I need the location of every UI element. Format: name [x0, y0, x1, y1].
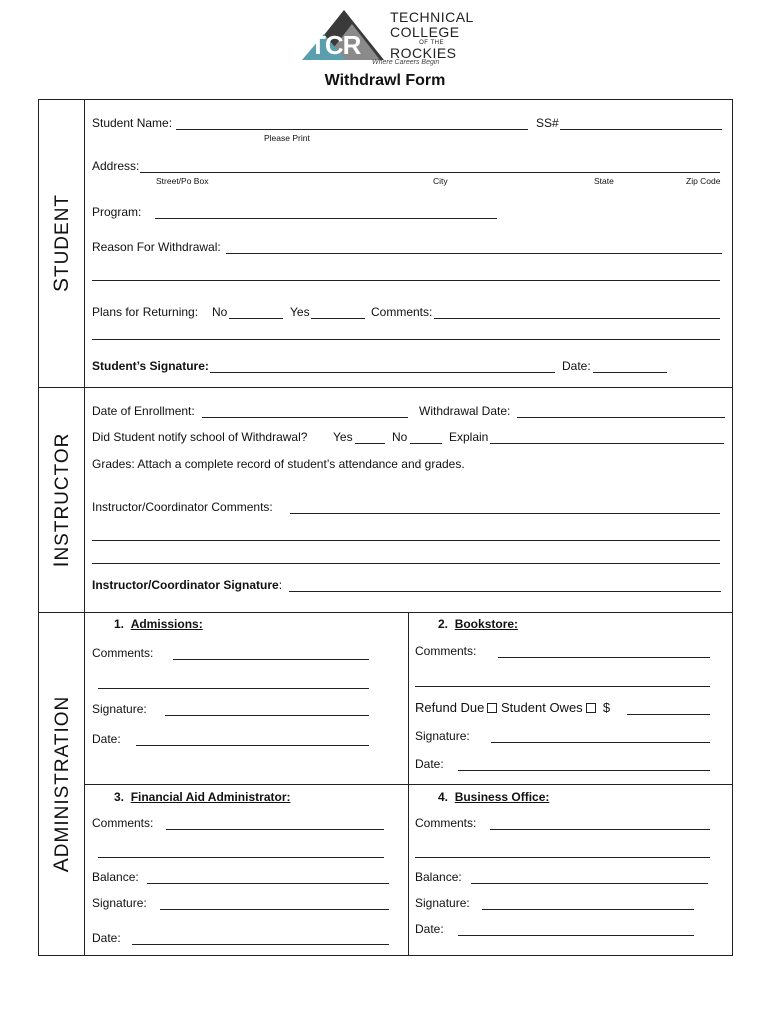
- instructor-section-divider: [38, 612, 733, 613]
- logo-line-1: TECHNICAL: [390, 9, 474, 25]
- ss-field[interactable]: [560, 129, 722, 130]
- administration-section-label: ADMINISTRATION: [50, 695, 73, 873]
- refund-due-checkbox[interactable]: [487, 703, 497, 713]
- business-office-comments-field-1[interactable]: [490, 829, 710, 830]
- plans-comments-field[interactable]: [434, 318, 720, 319]
- admissions-date-label: Date:: [92, 732, 121, 746]
- financial-aid-signature-field[interactable]: [160, 909, 389, 910]
- plans-label: Plans for Returning:: [92, 305, 199, 319]
- notify-no-field[interactable]: [410, 443, 442, 444]
- plans-comments-field-line-2[interactable]: [92, 339, 720, 340]
- bookstore-comments-field-1[interactable]: [498, 657, 710, 658]
- student-name-field[interactable]: [176, 129, 528, 130]
- logo-mark: TCR: [310, 30, 361, 60]
- admissions-date-field[interactable]: [136, 745, 369, 746]
- bookstore-signature-field[interactable]: [491, 742, 710, 743]
- bookstore-refund-row: [415, 700, 610, 715]
- business-office-comments-label: Comments:: [415, 816, 477, 830]
- admissions-heading: 1. Admissions:: [114, 617, 203, 631]
- notify-question: Did Student notify school of Withdrawal?: [92, 430, 308, 444]
- financial-aid-comments-field-1[interactable]: [166, 829, 384, 830]
- bookstore-comments-label: Comments:: [415, 644, 477, 658]
- address-street-hint: Street/Po Box: [156, 176, 209, 186]
- explain-label: Explain: [449, 430, 489, 444]
- bookstore-date-field[interactable]: [458, 770, 710, 771]
- reason-field-line-2[interactable]: [92, 280, 720, 281]
- admissions-comments-label: Comments:: [92, 646, 154, 660]
- business-office-signature-field[interactable]: [482, 909, 694, 910]
- bookstore-amount-field[interactable]: [627, 714, 710, 715]
- instructor-comments-label: Instructor/Coordinator Comments:: [92, 500, 273, 514]
- financial-aid-balance-label: Balance:: [92, 870, 139, 884]
- plans-comments-label: Comments:: [371, 305, 433, 319]
- reason-label: Reason For Withdrawal:: [92, 240, 221, 254]
- student-date-field[interactable]: [593, 372, 667, 373]
- section-label-column-divider: [84, 99, 85, 956]
- financial-aid-balance-field[interactable]: [147, 883, 389, 884]
- address-label: Address:: [92, 159, 140, 173]
- explain-field[interactable]: [490, 443, 724, 444]
- financial-aid-comments-field-2[interactable]: [98, 857, 384, 858]
- student-section-label: STUDENT: [50, 193, 73, 293]
- logo-line-3: OF THE: [419, 40, 444, 46]
- address-zip-hint: Zip Code: [686, 176, 721, 186]
- student-section-divider: [38, 387, 733, 388]
- bookstore-comments-field-2[interactable]: [415, 686, 710, 687]
- student-signature-label: Student’s Signature:: [92, 359, 209, 373]
- admissions-signature-label: Signature:: [92, 702, 147, 716]
- address-state-hint: State: [594, 176, 614, 186]
- instructor-signature-label: Instructor/Coordinator Signature:: [92, 578, 283, 592]
- student-name-label: Student Name:: [92, 116, 173, 130]
- grades-instruction: Grades: Attach a complete record of student’s attendance and grades.: [92, 457, 465, 471]
- business-office-signature-label: Signature:: [415, 896, 470, 910]
- logo-line-2: COLLEGE: [390, 24, 460, 40]
- financial-aid-heading: 3. Financial Aid Administrator:: [114, 790, 291, 804]
- withdrawal-date-label: Withdrawal Date:: [419, 404, 511, 418]
- financial-aid-date-label: Date:: [92, 931, 121, 945]
- address-city-hint: City: [433, 176, 448, 186]
- financial-aid-comments-label: Comments:: [92, 816, 154, 830]
- business-office-date-label: Date:: [415, 922, 444, 936]
- admissions-comments-field-1[interactable]: [173, 659, 369, 660]
- enrollment-field[interactable]: [202, 417, 408, 418]
- reason-field-line-1[interactable]: [226, 253, 722, 254]
- notify-yes-label: Yes: [333, 430, 353, 444]
- address-field[interactable]: [140, 172, 720, 173]
- instructor-signature-field[interactable]: [289, 591, 721, 592]
- student-owes-checkbox[interactable]: [586, 703, 596, 713]
- plans-no-label: No: [212, 305, 228, 319]
- admin-grid-horizontal-divider: [84, 784, 733, 785]
- plans-yes-label: Yes: [290, 305, 310, 319]
- business-office-comments-field-2[interactable]: [415, 857, 710, 858]
- student-owes-label: Student Owes: [501, 700, 583, 715]
- bookstore-date-label: Date:: [415, 757, 444, 771]
- bookstore-signature-label: Signature:: [415, 729, 470, 743]
- student-date-label: Date:: [562, 359, 591, 373]
- instructor-comments-field-3[interactable]: [92, 563, 720, 564]
- ss-label: SS#: [536, 116, 559, 130]
- instructor-comments-field-1[interactable]: [290, 513, 720, 514]
- enrollment-label: Date of Enrollment:: [92, 404, 195, 418]
- admissions-signature-field[interactable]: [165, 715, 369, 716]
- logo-line-4: ROCKIES: [390, 45, 457, 61]
- dollar-sign: $: [602, 700, 611, 715]
- notify-yes-field[interactable]: [355, 443, 385, 444]
- withdrawal-date-field[interactable]: [517, 417, 725, 418]
- business-office-balance-field[interactable]: [471, 883, 708, 884]
- business-office-balance-label: Balance:: [415, 870, 462, 884]
- notify-no-label: No: [392, 430, 408, 444]
- admissions-comments-field-2[interactable]: [98, 688, 369, 689]
- bookstore-heading: 2. Bookstore:: [438, 617, 519, 631]
- plans-no-field[interactable]: [229, 318, 283, 319]
- financial-aid-date-field[interactable]: [132, 944, 389, 945]
- business-office-heading: 4. Business Office:: [438, 790, 550, 804]
- please-print-hint: Please Print: [264, 133, 310, 143]
- form-title: Withdrawl Form: [324, 72, 446, 89]
- financial-aid-signature-label: Signature:: [92, 896, 147, 910]
- program-label: Program:: [92, 205, 142, 219]
- instructor-comments-field-2[interactable]: [92, 540, 720, 541]
- business-office-date-field[interactable]: [458, 935, 694, 936]
- college-logo: [300, 8, 480, 68]
- logo-tagline: Where Careers Begin: [372, 59, 440, 66]
- instructor-section-label: INSTRUCTOR: [50, 432, 73, 568]
- plans-yes-field[interactable]: [311, 318, 365, 319]
- refund-due-label: Refund Due: [415, 700, 485, 715]
- student-signature-field[interactable]: [210, 372, 555, 373]
- program-field[interactable]: [155, 218, 497, 219]
